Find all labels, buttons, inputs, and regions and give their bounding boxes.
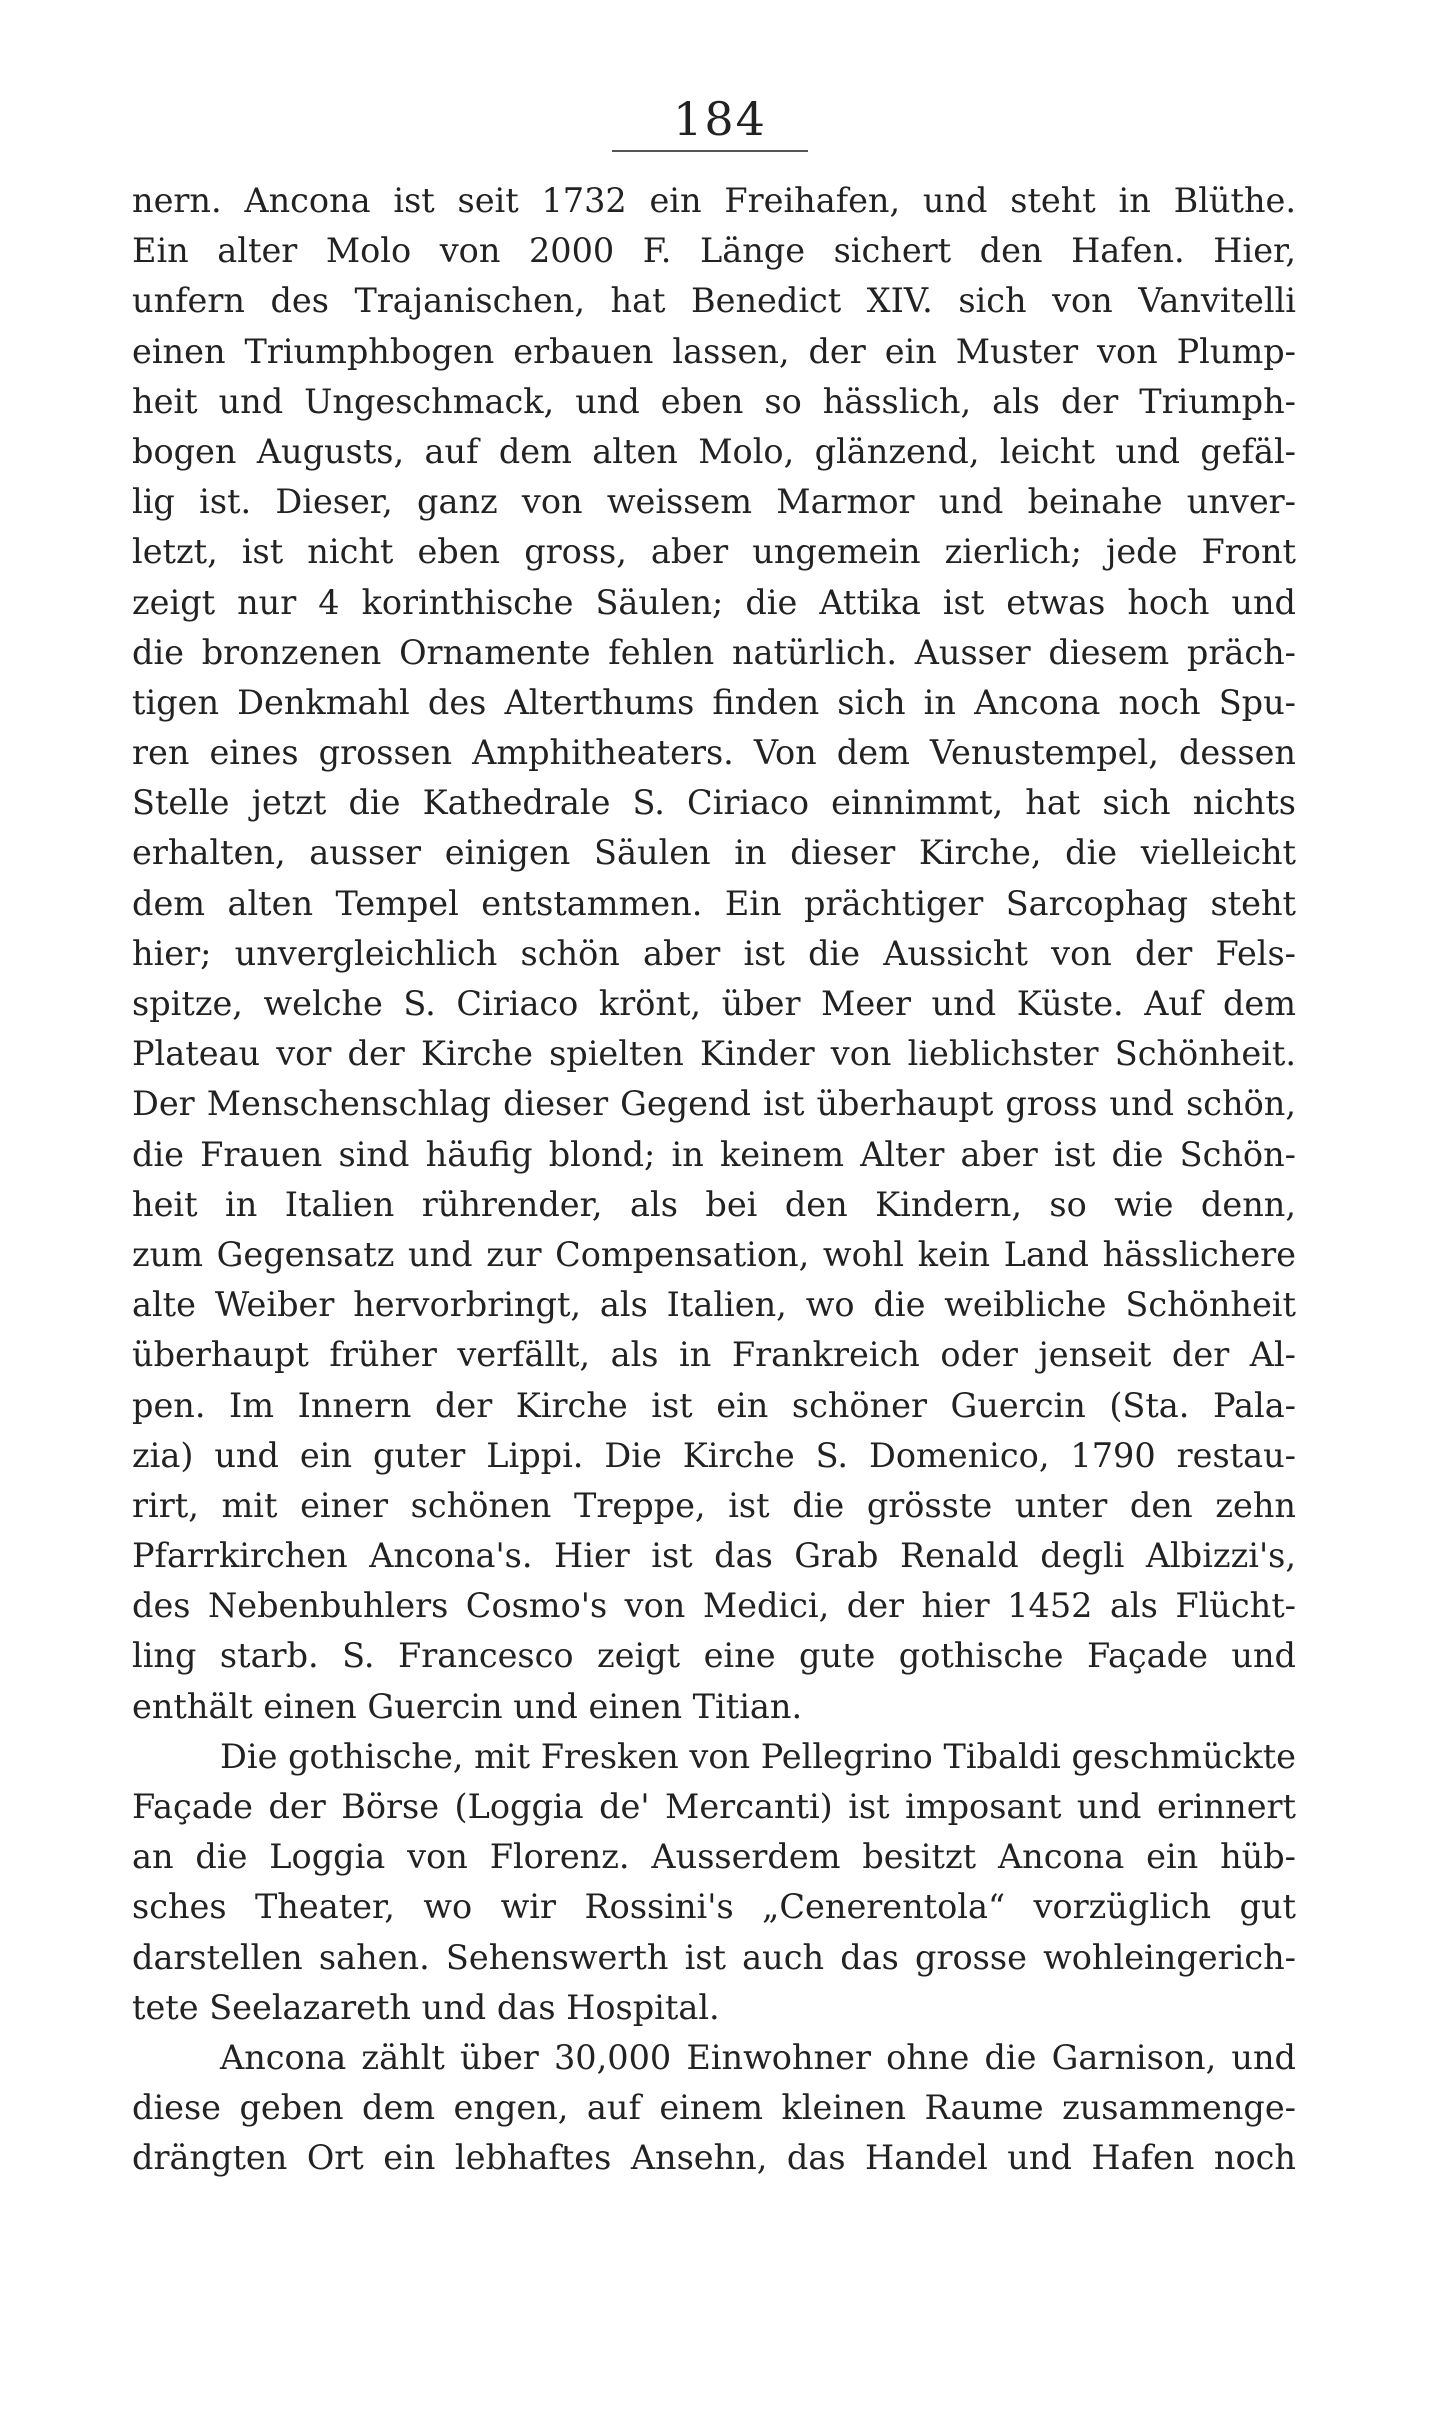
text-line: enthält einen Guercin und einen Titian. bbox=[132, 1686, 803, 1726]
text-line: zeigt nur 4 korinthische Säulen; die Attika ist etwas hoch und bbox=[132, 582, 1296, 622]
text-line: darstellen sahen. Sehenswerth ist auch das grosse wohleingerich- bbox=[132, 1937, 1296, 1977]
text-line: zum Gegensatz und zur Compensation, wohl kein Land hässlichere bbox=[132, 1234, 1296, 1274]
text-line: letzt, ist nicht eben gross, aber ungemein zierlich; jede Front bbox=[132, 532, 1296, 572]
text-line: an die Loggia von Florenz. Ausserdem besitzt Ancona ein hüb- bbox=[132, 1837, 1296, 1877]
text-line: überhaupt früher verfällt, als in Frankreich oder jenseit der Al- bbox=[132, 1335, 1296, 1375]
text-line: spitze, welche S. Ciriaco krönt, über Meer und Küste. Auf dem bbox=[132, 984, 1296, 1023]
text-line: Der Menschenschlag dieser Gegend ist überhaupt gross und schön, bbox=[132, 1084, 1296, 1124]
text-line: die bronzenen Ornamente fehlen natürlich. Ausser diesem präch- bbox=[132, 632, 1296, 672]
text-line: tigen Denkmahl des Alterthums finden sich in Ancona noch Spu- bbox=[132, 682, 1296, 722]
text-line: rirt, mit einer schönen Treppe, ist die grösste unter den zehn bbox=[132, 1485, 1296, 1525]
text-line: Ein alter Molo von 2000 F. Länge sichert den Hafen. Hier, bbox=[132, 231, 1296, 271]
text-line: des Nebenbuhlers Cosmo's von Medici, der hier 1452 als Flücht- bbox=[132, 1586, 1296, 1626]
text-line: erhalten, ausser einigen Säulen in dieser Kirche, die vielleicht bbox=[132, 833, 1296, 873]
text-line: heit in Italien rührender, als bei den Kindern, so wie denn, bbox=[132, 1184, 1296, 1224]
text-line: zia) und ein guter Lippi. Die Kirche S. Domenico, 1790 restau- bbox=[132, 1435, 1296, 1475]
text-line: dem alten Tempel entstammen. Ein prächtiger Sarcophag steht bbox=[132, 883, 1296, 923]
text-line: die Frauen sind häufig blond; in keinem Alter aber ist die Schön- bbox=[132, 1134, 1296, 1174]
text-line: tete Seelazareth und das Hospital. bbox=[132, 1987, 720, 2027]
text-line: sches Theater, wo wir Rossini's „Cenerentola“ vorzüglich gut bbox=[132, 1887, 1296, 1927]
page-number: 184 bbox=[673, 92, 767, 146]
text-line: Façade der Börse (Loggia de' Mercanti) ist imposant und erinnert bbox=[132, 1787, 1296, 1826]
text-line: Ancona zählt über 30,000 Einwohner ohne die Garnison, und bbox=[220, 2037, 1296, 2077]
text-line: bogen Augusts, auf dem alten Molo, glänzend, leicht und gefäl- bbox=[132, 431, 1296, 471]
text-line: Pfarrkirchen Ancona's. Hier ist das Grab Renald degli Albizzi's, bbox=[132, 1536, 1296, 1576]
text-line: drängten Ort ein lebhaftes Ansehn, das Handel und Hafen noch bbox=[132, 2138, 1296, 2178]
text-line: Die gothische, mit Fresken von Pellegrino Tibaldi geschmückte bbox=[220, 1736, 1296, 1776]
text-line: diese geben dem engen, auf einem kleinen Raume zusammenge- bbox=[132, 2088, 1296, 2128]
text-line: heit und Ungeschmack, und eben so hässlich, als der Triumph- bbox=[132, 381, 1296, 421]
text-line: Plateau vor der Kirche spielten Kinder von lieblichster Schönheit. bbox=[132, 1034, 1296, 1074]
header-rule bbox=[612, 150, 808, 152]
text-line: ren eines grossen Amphitheaters. Von dem Venustempel, dessen bbox=[132, 733, 1296, 773]
text-line: unfern des Trajanischen, hat Benedict XIV. sich von Vanvitelli bbox=[132, 281, 1296, 321]
text-line: lig ist. Dieser, ganz von weissem Marmor und beinahe unver- bbox=[132, 482, 1296, 522]
text-line: nern. Ancona ist seit 1732 ein Freihafen, und steht in Blüthe. bbox=[132, 181, 1296, 220]
text-line: pen. Im Innern der Kirche ist ein schöner Guercin (Sta. Pala- bbox=[132, 1385, 1296, 1425]
text-line: ling starb. S. Francesco zeigt eine gute gothische Façade und bbox=[132, 1636, 1296, 1676]
text-line: Stelle jetzt die Kathedrale S. Ciriaco einnimmt, hat sich nichts bbox=[132, 783, 1296, 823]
text-line: hier; unvergleichlich schön aber ist die Aussicht von der Fels- bbox=[132, 933, 1296, 973]
text-line: alte Weiber hervorbringt, als Italien, wo die weibliche Schönheit bbox=[132, 1285, 1296, 1325]
text-line: einen Triumphbogen erbauen lassen, der ein Muster von Plump- bbox=[132, 331, 1296, 371]
body-text bbox=[132, 176, 1296, 2184]
